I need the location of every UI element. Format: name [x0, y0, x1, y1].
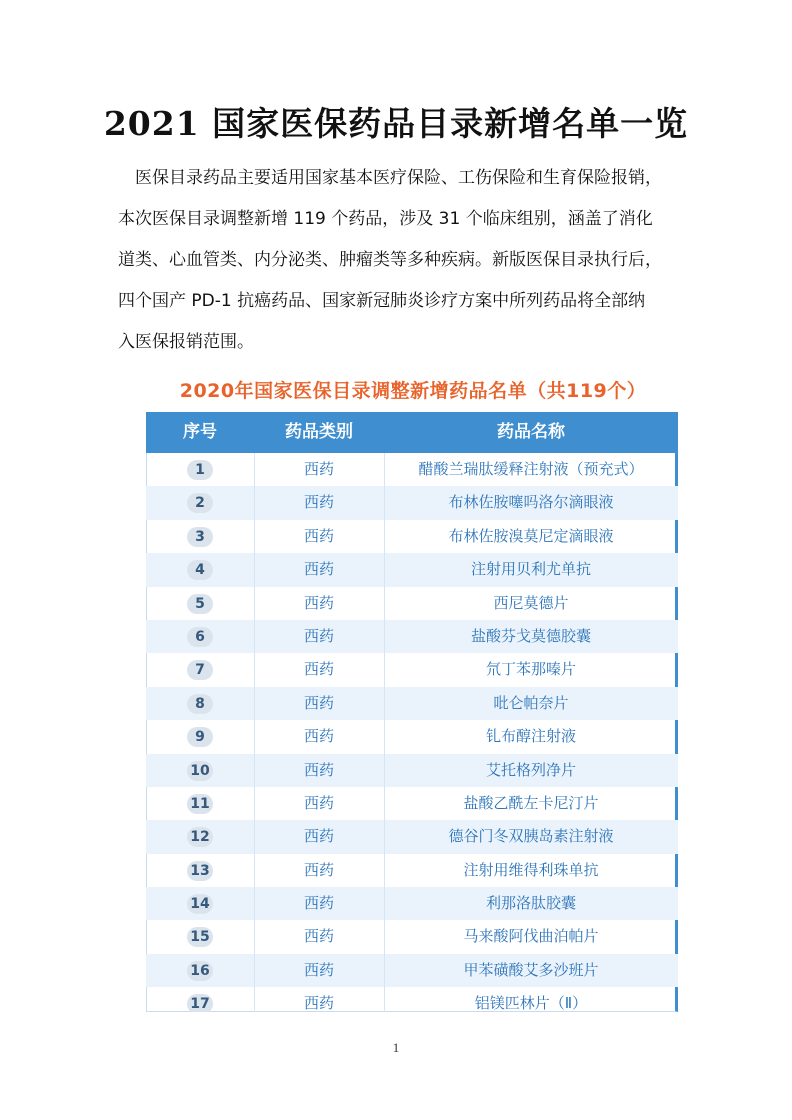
- row-number-badge: 7: [187, 660, 213, 680]
- table-row: [146, 987, 678, 1012]
- drug-category-cell: 西药: [303, 660, 334, 679]
- column-header-drug-name: 药品名称: [497, 422, 565, 442]
- table-row: [146, 754, 678, 787]
- table-row: [146, 587, 678, 620]
- drug-category-cell: 西药: [303, 860, 334, 879]
- table-row: [146, 787, 678, 820]
- row-number-badge: 6: [187, 627, 213, 647]
- column-header-category: 药品类别: [285, 422, 353, 442]
- table-header: [146, 412, 678, 453]
- paragraph-line: 四个国产 PD-1 抗癌药品、国家新冠肺炎诊疗方案中所列药品将全部纳: [118, 291, 646, 311]
- row-number-badge: 2: [187, 493, 213, 513]
- drug-category-cell: 西药: [303, 526, 334, 545]
- drug-category-cell: 西药: [303, 793, 334, 812]
- drug-name-cell: 盐酸芬戈莫德胶囊: [470, 626, 591, 645]
- column-header-number: 序号: [183, 422, 217, 442]
- table-row: [146, 520, 678, 553]
- drug-category-cell: 西药: [303, 827, 334, 846]
- paragraph-line: 本次医保目录调整新增 119 个药品，涉及 31 个临床组别，涵盖了消化: [118, 209, 653, 229]
- drug-name-cell: 西尼莫德片: [493, 593, 569, 612]
- drug-category-cell: 西药: [303, 960, 334, 979]
- drug-name-cell: 布林佐胺噻吗洛尔滴眼液: [448, 493, 614, 512]
- table-heading: 2020年国家医保目录调整新增药品名单（共119个）: [179, 380, 647, 402]
- drug-category-cell: 西药: [303, 693, 334, 712]
- drug-category-cell: 西药: [303, 460, 334, 478]
- drug-list-table-image: [146, 374, 680, 1012]
- drug-name-cell: 吡仑帕奈片: [493, 693, 569, 712]
- row-number-badge: 13: [187, 861, 213, 881]
- row-number-badge: 3: [187, 527, 213, 547]
- drug-category-cell: 西药: [303, 593, 334, 612]
- row-number-badge: 14: [187, 894, 213, 914]
- table-row: [146, 687, 678, 720]
- drug-name-cell: 德谷门冬双胰岛素注射液: [448, 827, 614, 846]
- table-row: [146, 720, 678, 753]
- drug-name-cell: 甲苯磺酸艾多沙班片: [463, 960, 599, 979]
- row-number-badge: 12: [187, 827, 213, 847]
- document-title: 2021 国家医保药品目录新增名单一览: [103, 104, 689, 143]
- paragraph-line: 道类、心血管类、内分泌类、肿瘤类等多种疾病。新版医保目录执行后，: [118, 250, 662, 270]
- table-row: [146, 453, 678, 486]
- drug-name-cell: 马来酸阿伐曲泊帕片: [463, 927, 599, 946]
- row-number-badge: 9: [187, 727, 213, 747]
- drug-name-cell: 利那洛肽胶囊: [485, 894, 576, 913]
- page-number: 1: [392, 1040, 400, 1055]
- row-number-badge: 16: [187, 961, 213, 981]
- table-row: [146, 887, 678, 920]
- drug-name-cell: 注射用贝利尤单抗: [470, 560, 591, 579]
- drug-name-cell: 钆布醇注射液: [485, 727, 576, 746]
- drug-category-cell: 西药: [303, 626, 334, 645]
- drug-category-cell: 西药: [303, 894, 334, 913]
- row-number-badge: 5: [187, 594, 213, 614]
- row-number-badge: 8: [187, 694, 213, 714]
- row-number-badge: 10: [187, 761, 213, 781]
- drug-category-cell: 西药: [303, 760, 334, 779]
- drug-name-cell: 注射用维得利珠单抗: [463, 860, 599, 879]
- drug-category-cell: 西药: [303, 493, 334, 512]
- drug-name-cell: 醋酸兰瑞肽缓释注射液（预充式）: [418, 460, 644, 478]
- drug-name-cell: 盐酸乙酰左卡尼汀片: [463, 793, 599, 812]
- row-number-badge: 4: [187, 560, 213, 580]
- drug-category-cell: 西药: [303, 927, 334, 946]
- paragraph-line: 入医保报销范围。: [118, 332, 254, 352]
- drug-name-cell: 艾托格列净片: [485, 760, 576, 779]
- table-row: [146, 820, 678, 853]
- paragraph-line: 医保目录药品主要适用国家基本医疗保险、工伤保险和生育保险报销，: [135, 168, 662, 188]
- row-number-badge: 17: [187, 994, 213, 1012]
- table-row: [146, 920, 678, 953]
- drug-name-cell: 氘丁苯那嗪片: [485, 660, 576, 679]
- drug-category-cell: 西药: [303, 560, 334, 579]
- drug-category-cell: 西药: [303, 994, 334, 1012]
- drug-category-cell: 西药: [303, 727, 334, 746]
- table-row: [146, 486, 678, 519]
- table-row: [146, 553, 678, 586]
- table-row: [146, 954, 678, 987]
- table-body: [146, 453, 678, 1012]
- intro-paragraph: [118, 158, 688, 363]
- row-number-badge: 11: [187, 794, 213, 814]
- row-number-badge: 1: [187, 460, 213, 480]
- table-row: [146, 653, 678, 686]
- drug-name-cell: 布林佐胺溴莫尼定滴眼液: [448, 526, 614, 545]
- table-row: [146, 620, 678, 653]
- table-row: [146, 854, 678, 887]
- drug-name-cell: 铝镁匹林片（Ⅱ）: [474, 994, 588, 1012]
- row-number-badge: 15: [187, 927, 213, 947]
